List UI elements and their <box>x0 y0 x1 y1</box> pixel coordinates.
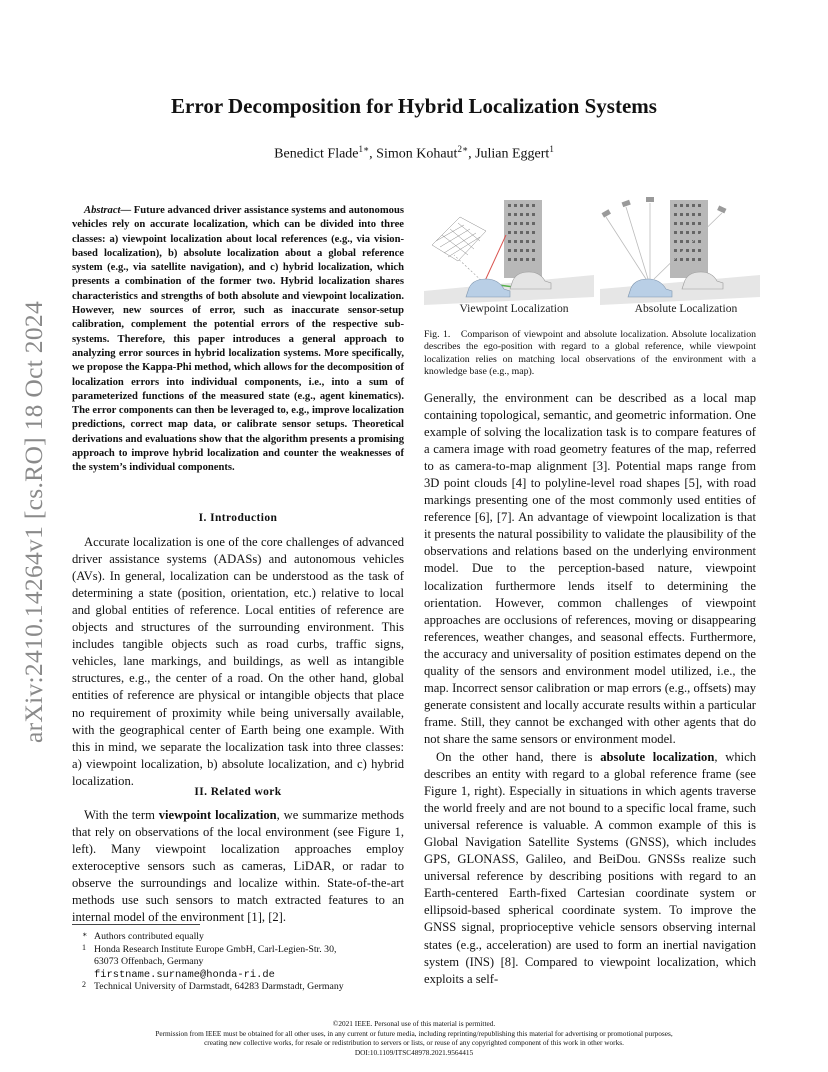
author-separator: , <box>468 146 476 162</box>
related-work-text <box>72 807 404 926</box>
footnote-text: Authors contributed equally <box>94 931 204 942</box>
figure-1 <box>424 195 760 320</box>
footnote-mark: 2 <box>82 980 86 990</box>
building-shape <box>670 200 708 278</box>
author-email[interactable]: firstname.surname@honda-ri.de <box>94 968 275 981</box>
introduction-section <box>72 510 404 790</box>
footnote-mark: 1 <box>82 942 86 952</box>
author-separator: , <box>369 146 377 162</box>
copyright-line: ©2021 IEEE. Personal use of this material is permitted. <box>332 1019 496 1028</box>
term-absolute-localization: absolute localization <box>600 749 715 764</box>
footnote-equal-contribution <box>72 931 407 944</box>
figure-1-link[interactable]: 1 <box>394 825 401 840</box>
related-work-text-part: , left). Many viewpoint localization approaches employ exteroceptive sensors such as cameras, LiDAR, or radar to observe the surroundings and localize within. State-of-the-art methods use such sensors to match extracted features to an internal model of the environment [1], [2]. <box>72 825 404 925</box>
abstract <box>72 204 404 476</box>
figure-1-caption <box>424 329 756 379</box>
related-work-heading: II. Related work <box>194 786 282 798</box>
caption-text: Comparison of viewpoint and absolute localization. Absolute localization describes the ego-position with regard to a global reference, while viewpoint localization relies on matching local observations of the environment with a knowledge base (e.g., map). <box>424 329 756 378</box>
environment-paragraph: Generally, the environment can be described as a local map containing topological, semantic, and geometric information. One example of solving the localization task is to compare features of a camera image with road geometry features of the map, referred to as camera-to-map alignment [3]. Potential maps range from 3D point clouds [4] to polyline-level road shapes [5], with road markings presenting one of the most commonly used entities of reference [6], [7]. An advantage of viewpoint localization is that it presents the natural possibility to validate the plausibility of the observations and relations based on the underlying environment model. Due to the perception-based nature, viewpoint localization furthermore lends itself to determining the orientation. However, common challenges of viewpoint approaches are occlusions of references, moving or disappearing references, weather changes, and seasonal effects. Furthermore, the accuracy and universality of position estimates depend on the quality of the sensors and environment model utilized, i.e., the map. Incorrect sensor calibration or map errors (e.g., offsets) may generate consistent and locally accurate results within a particular frame. Still, they cannot be exchanged with other agents that do not share the same sensors or environment model. <box>424 391 756 746</box>
copyright-notice <box>0 1019 828 1057</box>
footnote-text: Honda Research Institute Europe GmbH, Carl-Legien-Str. 30, <box>94 943 337 955</box>
absolute-panel <box>600 197 760 305</box>
author-2-mark: 2∗ <box>457 144 469 154</box>
related-work-section <box>72 784 404 926</box>
footnote-text: Technical University of Darmstadt, 64283 Darmstadt, Germany <box>94 981 344 993</box>
footnote-text: 63073 Offenbach, Germany <box>94 956 204 968</box>
arxiv-stamp <box>14 287 54 757</box>
building-shape <box>504 200 542 278</box>
footnote-mark: ∗ <box>82 930 88 939</box>
footnote-email <box>72 969 407 982</box>
introduction-text: Accurate localization is one of the core challenges of advanced driver assistance systems (ADASs) and autonomous vehicles (AVs). In general, localization can be understood as the task of determining a state (position, orientation, etc.) relative to local and global entities of reference. Local entities of reference are objects and structures of the surrounding environment. This includes tangible objects such as road curbs, traffic signs, vehicles, lane markings, and buildings, as well as intangible structures, e.g., the center of a road. On the other hand, global entities of reference are physical or intangible objects that place no requirement of proximity while being universally available, with the geographical center of Earth being one example. With this in mind, we separate the localization task into three classes: a) viewpoint localization, b) absolute localization, and c) hybrid localization. <box>72 535 404 788</box>
permission-line: creating new collective works, for resale or redistribution to servers or lists, or reuse of any copyrighted component of this work in other works. <box>204 1038 624 1048</box>
arxiv-id: arXiv:2410.14264v1 [cs.RO] 18 Oct 2024 <box>19 300 49 744</box>
author-3: Julian Eggert <box>475 146 550 162</box>
ego-car-shape <box>466 279 510 297</box>
footnotes <box>72 931 407 994</box>
viewpoint-localization-label: Viewpoint Localization <box>459 302 569 315</box>
related-work-text-part: , we summarize methods that rely on observations of the local environment (see Figure <box>72 808 404 840</box>
wireframe-map-icon <box>432 217 486 261</box>
footnote-tu-darmstadt <box>72 981 407 994</box>
paragraph-text-part: , right). Especially in situations in which agents traverse the world freely and are not bound to a specific local frame, such universal reference is valuable. A common example of this is Global Navigation Satellite Systems (GNSS), which includes GPS, GLONASS, Galileo, and BeiDou. GNSSs realize such universal reference by describing positions with regard to an Earth-centered Earth-fixed Cartesian coordinate system or ellipsoid-based spherical coordinate system. To improve the GNSS signal, proprioceptive vehicle sensors observing internal states (e.g., acceleration) are used to form an inertial navigation system (INS) [8]. Compared to viewpoint localization, which exploits a self- <box>424 784 757 986</box>
introduction-heading: I. Introduction <box>198 512 278 524</box>
abstract-label: Abstract <box>84 205 121 216</box>
right-column <box>424 390 756 988</box>
permission-line: Permission from IEEE must be obtained for all other uses, in any current or future media, including reprinting/republishing this material for advertising or promotional purposes, <box>155 1028 673 1038</box>
author-2: Simon Kohaut <box>376 146 458 162</box>
viewpoint-panel <box>424 200 594 305</box>
doi-line: DOI:10.1109/ITSC48978.2021.9564415 <box>354 1047 474 1057</box>
footnote-rule <box>72 924 200 925</box>
related-work-text-part: With the term <box>84 808 159 823</box>
author-1-mark: 1∗ <box>358 144 370 154</box>
footnote-honda-city <box>72 956 407 969</box>
author-3-mark: 1 <box>549 144 554 154</box>
paper-title: Error Decomposition for Hybrid Localization Systems <box>171 94 657 118</box>
paragraph-text-part: On the other hand, there is <box>436 749 601 764</box>
absolute-localization-paragraph <box>424 749 756 988</box>
caption-label: Fig. 1. <box>424 329 451 340</box>
term-viewpoint-localization: viewpoint localization <box>158 808 277 823</box>
ego-car-shape <box>628 279 672 297</box>
author-list <box>0 144 828 163</box>
paragraph-text-part: , which describes an entity with regard to a global reference frame (see Figure <box>424 749 757 799</box>
figure-1-illustration <box>424 195 760 320</box>
abstract-text: — Future advanced driver assistance systems and autonomous vehicles rely on accurate localization, which can be divided into three classes: a) viewpoint localization about local references (e.g., via vision-based localization), b) absolute localization about a global reference system (e.g., via satellite navigation), and c) hybrid localization, which presents a combination of the former two. Hybrid localization shares characteristics and strengths of both absolute and viewpoint localization. However, new sources of error, such as inaccurate sensor-setup calibration, complement the potential errors of the respective sub-systems. Therefore, this paper introduces a general approach to analyzing error sources in hybrid localization systems. More specifically, we propose the Kappa-Phi method, which allows for the decomposition of localization errors into individual components, i.e., into a sum of parameterized functions of the measured state (e.g., agent kinematics). The error components can then be leveraged to, e.g., improve localization predictions, correct map data, or calibrate sensor setups. Theoretical derivations and evaluations show that the algorithm presents a promising approach to improve hybrid localization and counter the weaknesses of the system’s individual components. <box>72 205 404 474</box>
footnote-honda <box>72 944 407 957</box>
author-1: Benedict Flade <box>274 146 359 162</box>
absolute-localization-label: Absolute Localization <box>634 302 738 315</box>
figure-1-link[interactable]: 1 <box>460 784 468 799</box>
